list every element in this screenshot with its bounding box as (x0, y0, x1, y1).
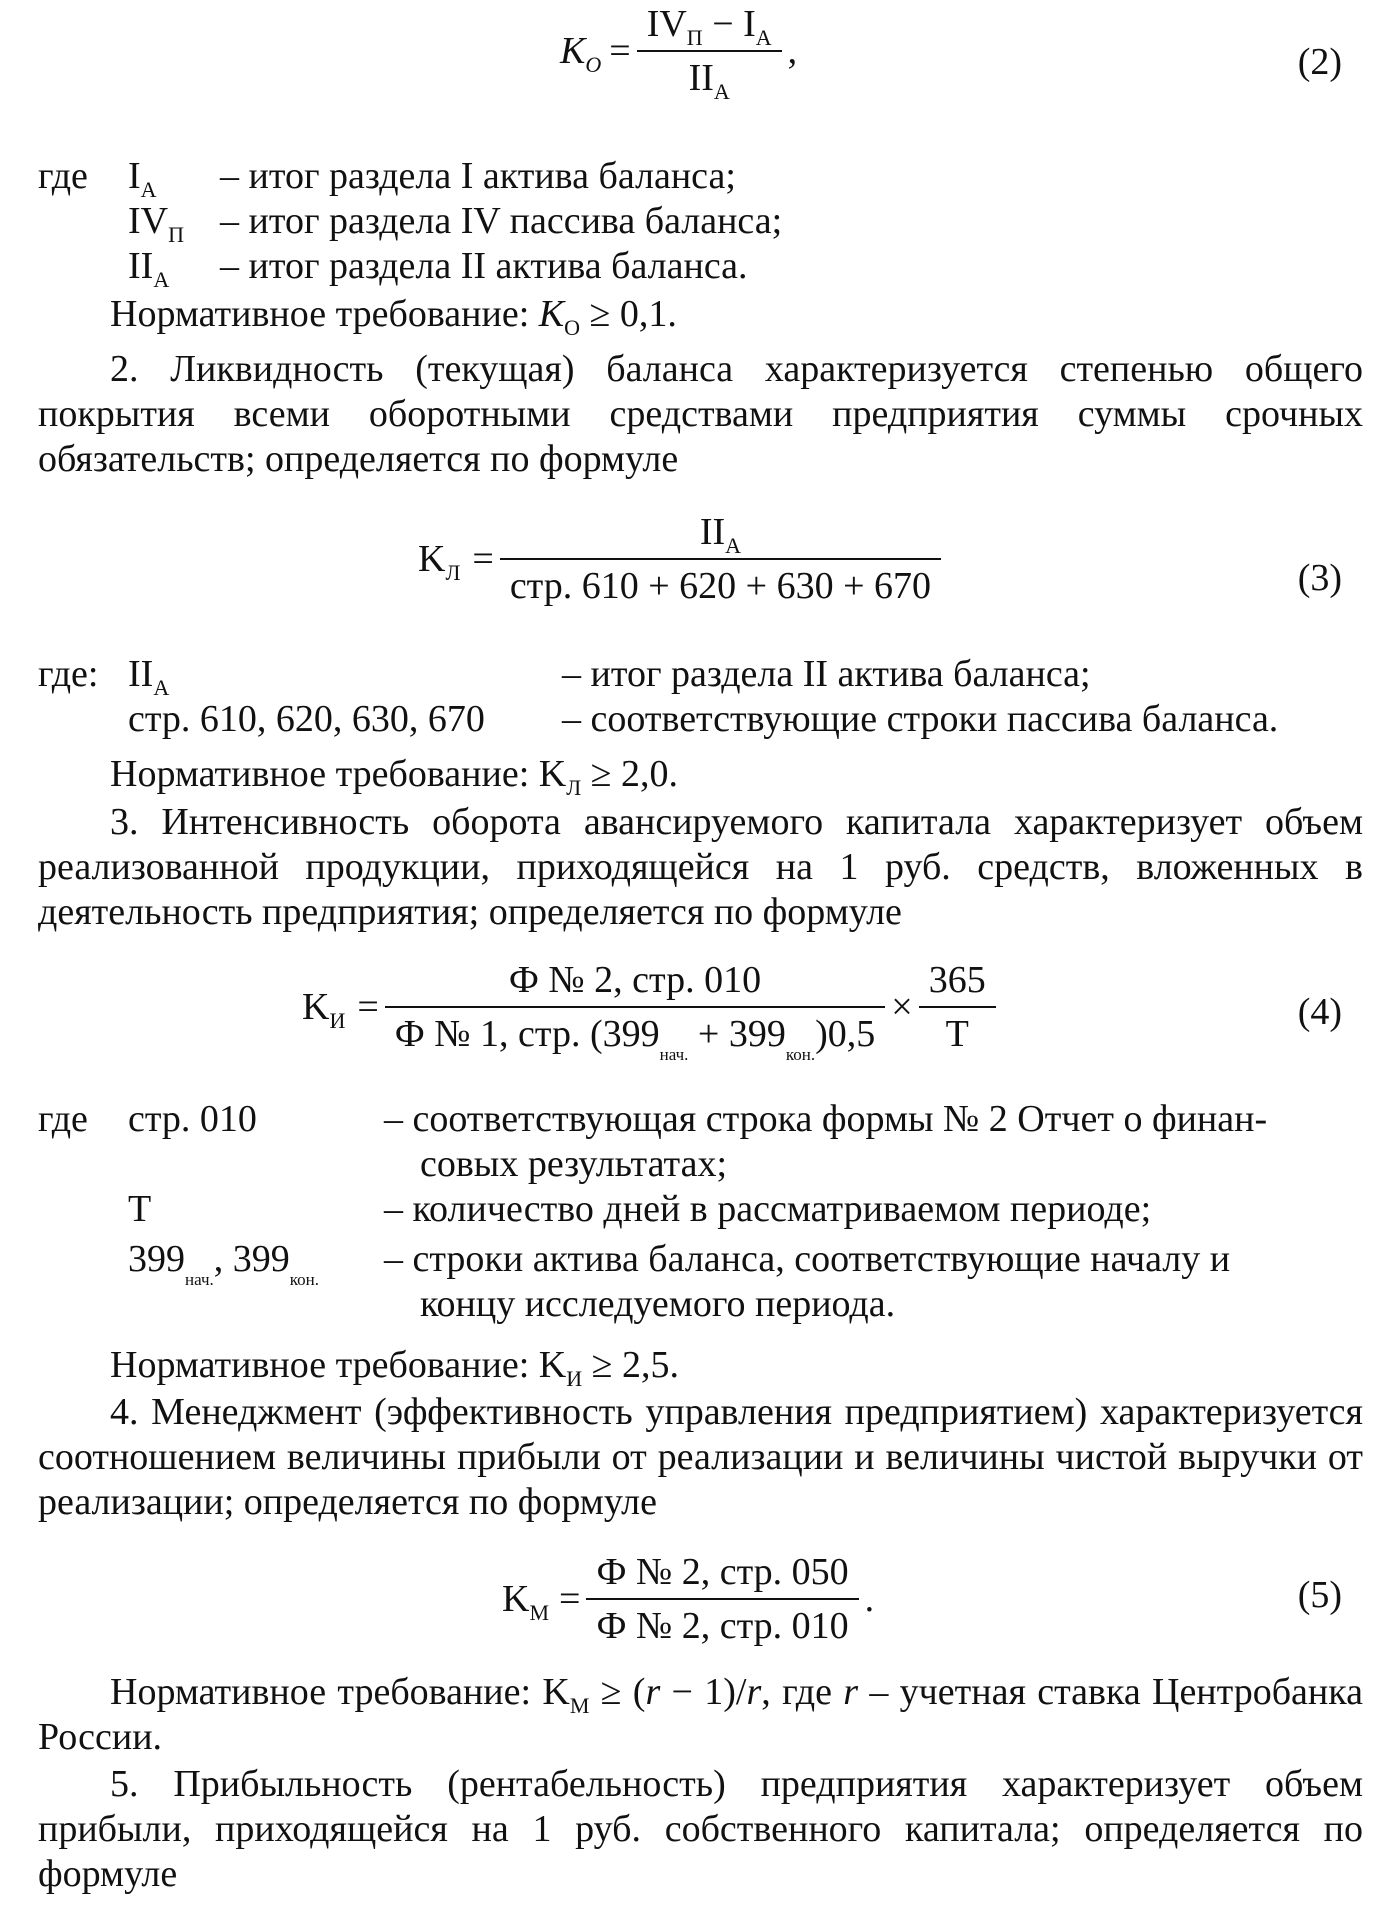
requirement-1: Нормативное требование: $K_О \ge 0,1$. (110, 293, 677, 340)
defs3-text-3: – строки актива баланса, соответствующие началу и (384, 1238, 1231, 1280)
formula-2-equals: = (609, 29, 631, 72)
formula-3-fraction (500, 510, 941, 608)
formula-4-equals: = (357, 985, 379, 1028)
formula-5-lhs: $K_М$ (502, 1577, 550, 1625)
defs3-symbol-3: $399_{нач.}$, $399_{кон.}$ (128, 1238, 320, 1289)
formula-5 (502, 1550, 874, 1648)
paragraph-2: 2. Ликвидность (текущая) баланса характеризуется степенью общего покрытия всеми оборотными средствами предприятия суммы срочных обязательств; определяется по формуле (38, 348, 1363, 480)
requirement-2: Нормативное требование: $K_Л \ge 2,0$. (110, 753, 678, 800)
defs3-symbol-1: стр. 010 (128, 1098, 257, 1140)
paragraph-4: 4. Менеджмент (эффективность управления предприятием) характеризуется соотношением величины прибыли от реализации и величины чистой выручки от реализации; определяется по формуле (38, 1391, 1363, 1523)
defs1-symbol-2: $IV_П$ (128, 200, 184, 247)
formula-4 (302, 958, 1002, 1064)
formula-4-denominator-2: Т (945, 1013, 969, 1055)
formula-5-denominator: Ф № 2, стр. 010 (596, 1605, 849, 1647)
formula-2-tail: , (787, 29, 798, 72)
formula-2-fraction (637, 2, 782, 104)
defs2-where: где: (38, 653, 99, 695)
formula-4-times: × (891, 985, 913, 1028)
defs2-symbol-1: $II_А$ (128, 653, 170, 700)
formula-2-lhs: $K_О$ (560, 29, 602, 77)
formula-2-numerator: $IV_П - I_А$ (637, 2, 782, 52)
defs3-text-2: – количество дней в рассматриваемом периоде; (384, 1188, 1152, 1230)
defs3-where: где (38, 1098, 88, 1140)
formula-4-fraction (385, 958, 885, 1064)
formula-5-number: (5) (1297, 1574, 1342, 1616)
defs2-text-1: – итог раздела II актива баланса; (562, 653, 1091, 695)
formula-2-number: (2) (1297, 41, 1342, 83)
formula-2-denominator: $II_А$ (688, 57, 730, 104)
defs1-symbol-3: $II_А$ (128, 245, 170, 292)
formula-3-numerator: $II_А$ (500, 510, 941, 560)
defs1-text-2: – итог раздела IV пассива баланса; (220, 200, 783, 242)
defs1-symbol-1: $I_А$ (128, 155, 157, 202)
defs3-symbol-2: Т (128, 1188, 152, 1230)
formula-4-lhs: $K_И$ (302, 985, 346, 1033)
formula-3 (418, 510, 947, 608)
formula-5-fraction (586, 1550, 858, 1648)
formula-3-equals: = (472, 537, 494, 580)
formula-5-tail: . (864, 1577, 875, 1620)
paragraph-3: 3. Интенсивность оборота авансируемого капитала характеризует объем реализованной продукции, приходящейся на 1 руб. средств, вложенных в деятельность предприятия; определяется по формуле (38, 801, 1363, 933)
defs1-where: где (38, 155, 88, 197)
formula-4-denominator: Ф № 1, стр. $(399_{нач.} + 399_{кон.})0,5$ (394, 1013, 876, 1064)
defs3-text-3-cont: концу исследуемого периода. (420, 1283, 896, 1325)
formula-4-numerator: Ф № 2, стр. 010 (385, 958, 885, 1008)
defs3-text-1: – соответствующая строка формы № 2 Отчет о финан- (384, 1098, 1268, 1140)
formula-4-number: (4) (1297, 991, 1342, 1033)
formula-5-numerator: Ф № 2, стр. 050 (586, 1550, 858, 1600)
formula-3-lhs: $K_Л$ (418, 537, 461, 585)
paragraph-5: 5. Прибыльность (рентабельность) предприятия характеризует объем прибыли, приходящейся на 1 руб. собственного капитала; определяется по формуле (38, 1763, 1363, 1895)
defs1-text-1: – итог раздела I актива баланса; (220, 155, 736, 197)
defs2-text-2: – соответствующие строки пассива баланса. (562, 698, 1279, 740)
formula-5-equals: = (559, 1577, 581, 1620)
requirement-4: Нормативное требование: $K_М \ge (r - 1)/r$, где r – учетная ставка Центробанка России. (38, 1671, 1364, 1758)
defs3-text-1-cont: совых результатах; (420, 1143, 728, 1185)
defs2-symbol-2: стр. 610, 620, 630, 670 (128, 698, 485, 740)
formula-3-denominator: стр. 610 + 620 + 630 + 670 (509, 565, 932, 607)
formula-2 (560, 2, 798, 104)
formula-3-number: (3) (1297, 557, 1342, 599)
defs1-text-3: – итог раздела II актива баланса. (220, 245, 748, 287)
formula-4-fraction-2 (919, 958, 996, 1056)
formula-4-numerator-2: 365 (919, 958, 996, 1008)
requirement-3: Нормативное требование: $K_И \ge 2,5$. (110, 1344, 679, 1391)
